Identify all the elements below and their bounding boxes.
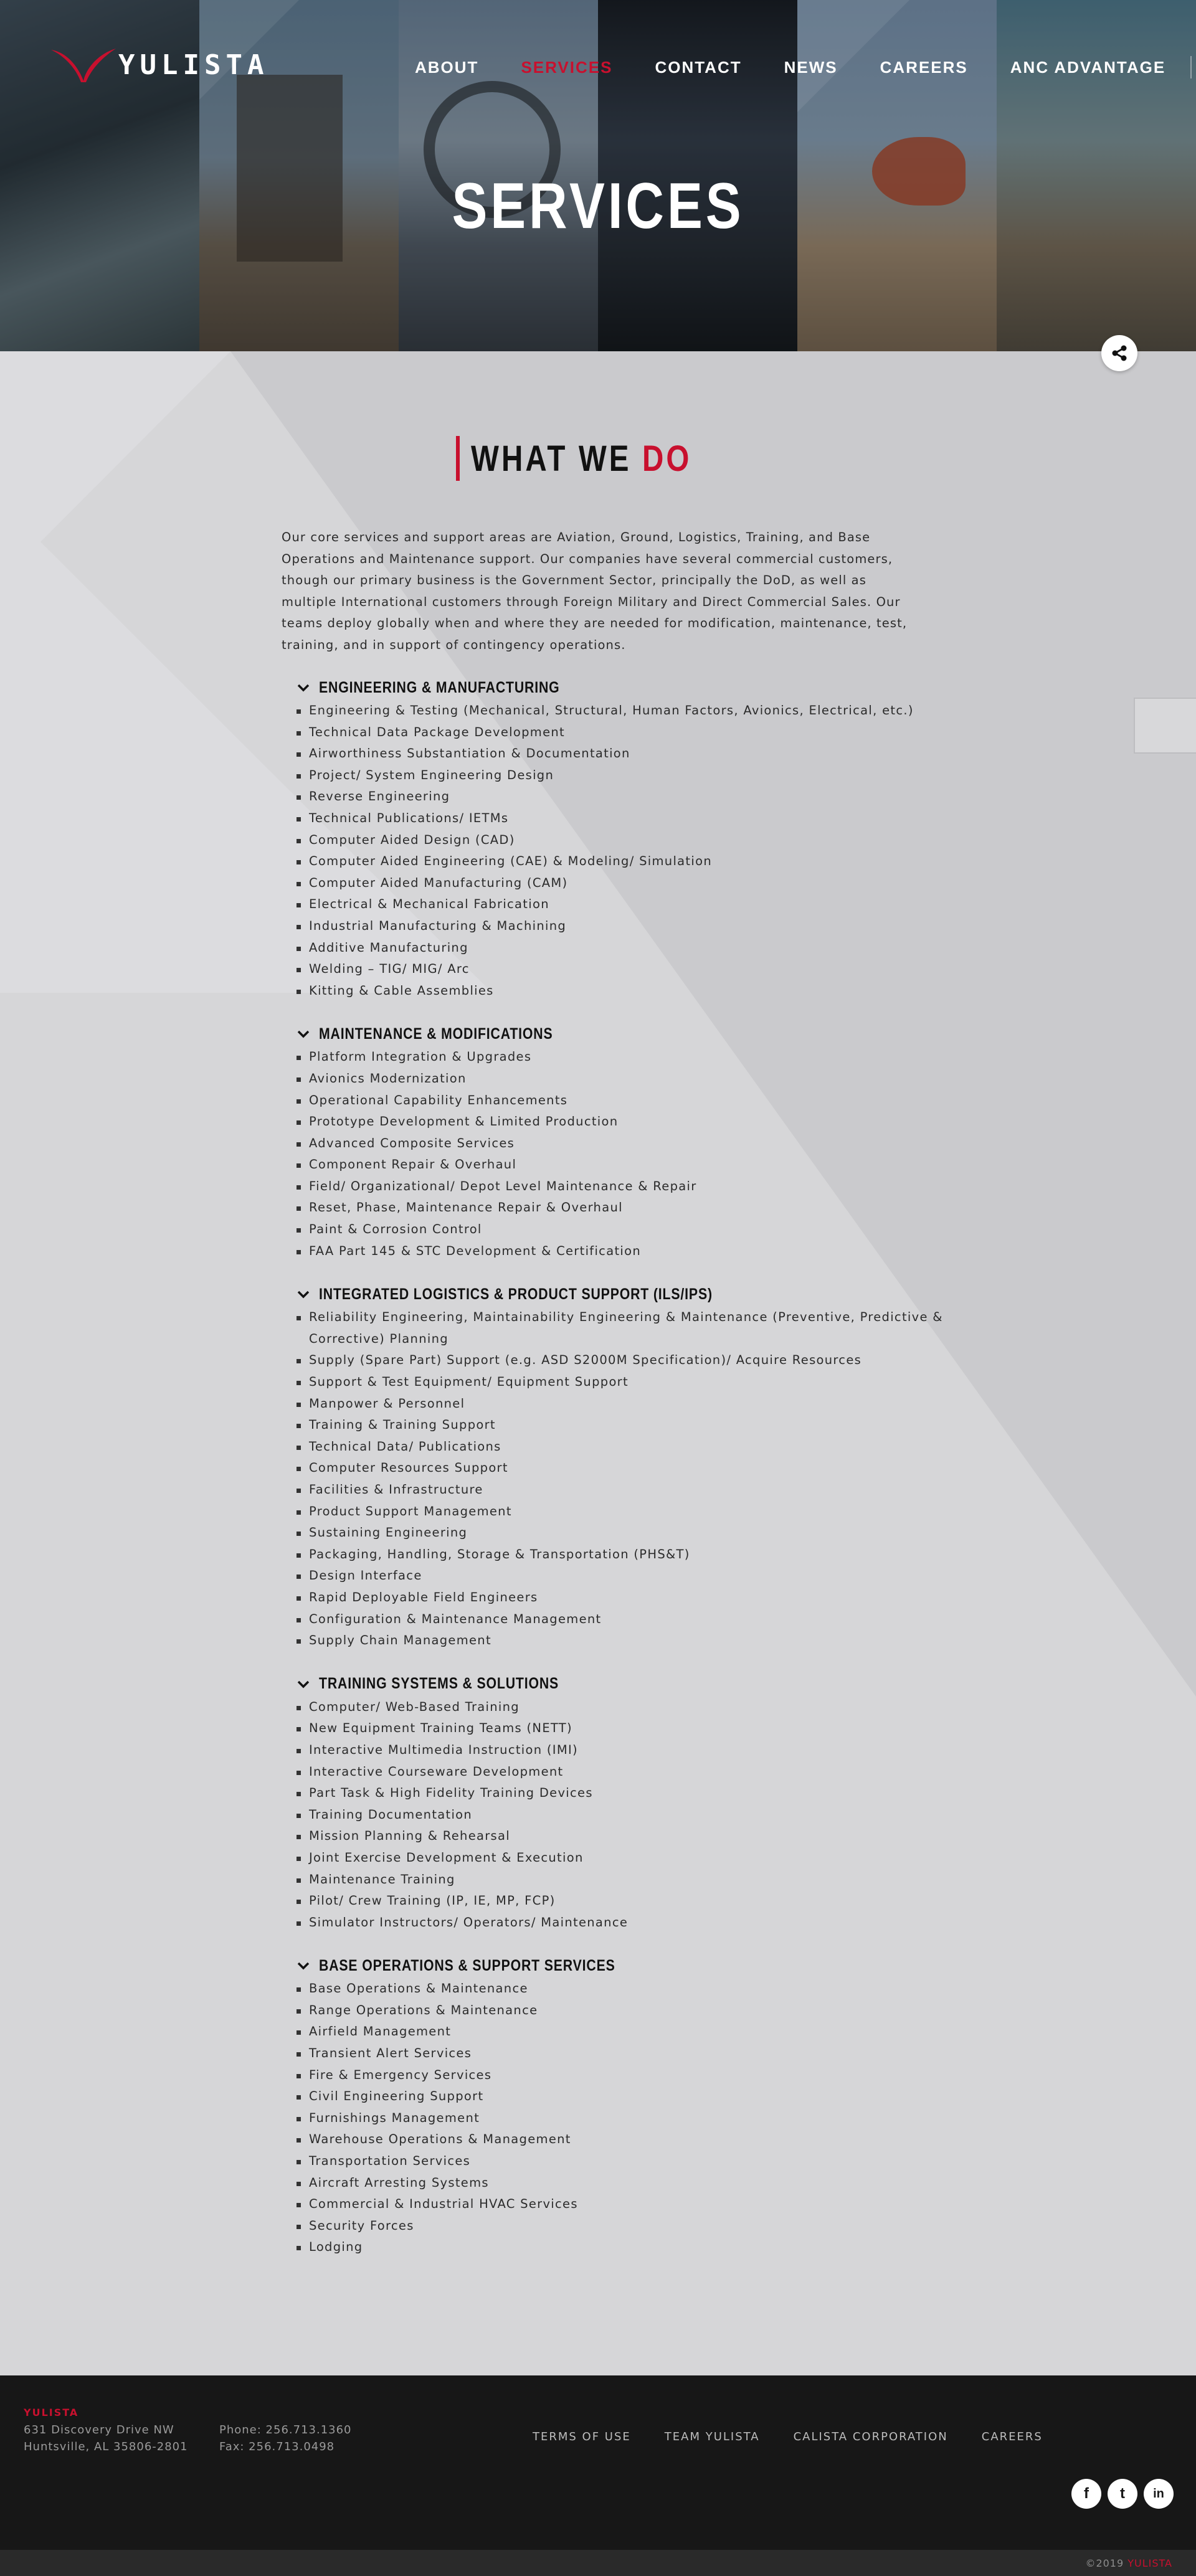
footer-address [24, 2422, 188, 2455]
footer-contact [219, 2422, 352, 2455]
footer-link-calista[interactable]: CALISTA CORPORATION [793, 2430, 948, 2443]
copyright-brand: YULISTA [1127, 2557, 1172, 2569]
main-navigation [415, 55, 1196, 80]
list-item: Airfield Management [295, 2021, 943, 2043]
list-item: Paint & Corrosion Control [295, 1219, 943, 1241]
list-item: Airworthiness Substantiation & Documentation [295, 743, 943, 765]
nav-news[interactable]: NEWS [784, 57, 838, 77]
list-item: Supply Chain Management [295, 1630, 943, 1652]
chevron-down-icon[interactable] [295, 1288, 311, 1300]
linkedin-icon[interactable]: in [1144, 2479, 1174, 2509]
footer-link-terms[interactable]: TERMS OF USE [533, 2430, 631, 2443]
heading-accent: DO [642, 438, 692, 479]
list-item: Lodging [295, 2237, 943, 2258]
list-item: Facilities & Infrastructure [295, 1479, 943, 1501]
list-item: Training Documentation [295, 1804, 943, 1826]
category-header[interactable] [295, 1673, 943, 1695]
social-links [1071, 2479, 1180, 2509]
footer-link-careers[interactable]: CAREERS [981, 2430, 1043, 2443]
category-header[interactable] [295, 676, 943, 699]
list-item: Joint Exercise Development & Execution [295, 1847, 943, 1869]
list-item: Industrial Manufacturing & Machining [295, 916, 943, 937]
list-item: Rapid Deployable Field Engineers [295, 1587, 943, 1609]
service-category [295, 1023, 943, 1262]
footer-fax: Fax: 256.713.0498 [219, 2440, 335, 2453]
list-item: Component Repair & Overhaul [295, 1154, 943, 1176]
nav-divider [1190, 56, 1192, 78]
copyright-bar [0, 2550, 1196, 2576]
list-item: Technical Data Package Development [295, 722, 943, 744]
nav-anc-advantage[interactable]: ANC ADVANTAGE [1010, 57, 1166, 77]
heading-main: WHAT WE [470, 438, 642, 479]
list-item: Engineering & Testing (Mechanical, Structural, Human Factors, Avionics, Electrical, etc.) [295, 700, 943, 722]
list-item: Technical Publications/ IETMs [295, 808, 943, 830]
list-item: Field/ Organizational/ Depot Level Maintenance & Repair [295, 1176, 943, 1198]
list-item: FAA Part 145 & STC Development & Certification [295, 1241, 943, 1262]
side-feedback-tab[interactable] [1134, 698, 1196, 754]
logo-wordmark: YULISTA [118, 49, 269, 81]
list-item: Computer Aided Engineering (CAE) & Modeling/ Simulation [295, 851, 943, 873]
category-title: MAINTENANCE & MODIFICATIONS [319, 1025, 553, 1043]
list-item: Configuration & Maintenance Management [295, 1609, 943, 1631]
list-item: Operational Capability Enhancements [295, 1090, 943, 1112]
footer-links [533, 2430, 1076, 2443]
list-item: Security Forces [295, 2215, 943, 2237]
category-title: BASE OPERATIONS & SUPPORT SERVICES [319, 1956, 615, 1974]
category-title: INTEGRATED LOGISTICS & PRODUCT SUPPORT (ILS/IPS) [319, 1285, 713, 1303]
list-item: Advanced Composite Services [295, 1133, 943, 1155]
service-categories [295, 676, 943, 2280]
list-item: Simulator Instructors/ Operators/ Maintenance [295, 1912, 943, 1934]
list-item: Range Operations & Maintenance [295, 2000, 943, 2022]
list-item: Manpower & Personnel [295, 1393, 943, 1415]
list-item: Reliability Engineering, Maintainability Engineering & Maintenance (Preventive, Predictive & Corrective) Planning [295, 1307, 943, 1350]
list-item: Part Task & High Fidelity Training Devices [295, 1783, 943, 1804]
heading-accent-bar [456, 436, 460, 481]
footer-brand: YULISTA [24, 2407, 79, 2418]
category-list [295, 1046, 943, 1262]
footer [0, 2375, 1196, 2550]
list-item: Project/ System Engineering Design [295, 765, 943, 787]
list-item: Civil Engineering Support [295, 2086, 943, 2108]
list-item: Computer Aided Manufacturing (CAM) [295, 873, 943, 894]
list-item: Maintenance Training [295, 1869, 943, 1891]
footer-phone[interactable]: Phone: 256.713.1360 [219, 2423, 352, 2436]
list-item: Training & Training Support [295, 1414, 943, 1436]
list-item: Reset, Phase, Maintenance Repair & Overhaul [295, 1197, 943, 1219]
twitter-icon[interactable]: t [1108, 2479, 1137, 2509]
list-item: Packaging, Handling, Storage & Transportation (PHS&T) [295, 1544, 943, 1566]
list-item: Fire & Emergency Services [295, 2065, 943, 2086]
chevron-down-icon[interactable] [295, 1959, 311, 1972]
footer-address-line1: 631 Discovery Drive NW [24, 2423, 174, 2436]
category-list [295, 1978, 943, 2258]
list-item: Base Operations & Maintenance [295, 1978, 943, 2000]
section-heading [0, 436, 1196, 483]
nav-services[interactable]: SERVICES [521, 57, 613, 77]
list-item: Platform Integration & Upgrades [295, 1046, 943, 1068]
list-item: Transient Alert Services [295, 2043, 943, 2065]
list-item: Electrical & Mechanical Fabrication [295, 894, 943, 916]
list-item: Support & Test Equipment/ Equipment Support [295, 1371, 943, 1393]
chevron-down-icon[interactable] [295, 1028, 311, 1040]
list-item: Mission Planning & Rehearsal [295, 1825, 943, 1847]
list-item: Welding – TIG/ MIG/ Arc [295, 959, 943, 980]
list-item: Design Interface [295, 1565, 943, 1587]
list-item: Sustaining Engineering [295, 1522, 943, 1544]
chevron-down-icon[interactable] [295, 1678, 311, 1690]
service-category [295, 676, 943, 1002]
copyright-text [1085, 2557, 1172, 2569]
list-item: Warehouse Operations & Management [295, 2129, 943, 2151]
list-item: Reverse Engineering [295, 786, 943, 808]
list-item: Pilot/ Crew Training (IP, IE, MP, FCP) [295, 1890, 943, 1912]
category-title: ENGINEERING & MANUFACTURING [319, 678, 560, 696]
footer-link-team-yulista[interactable]: TEAM YULISTA [664, 2430, 760, 2443]
list-item: Transportation Services [295, 2151, 943, 2172]
list-item: Commercial & Industrial HVAC Services [295, 2194, 943, 2215]
list-item: Computer/ Web-Based Training [295, 1697, 943, 1718]
share-button[interactable] [1101, 335, 1137, 371]
page-title: SERVICES [452, 170, 744, 242]
logo-swoosh-icon [49, 46, 118, 83]
list-item: New Equipment Training Teams (NETT) [295, 1718, 943, 1740]
category-list [295, 1697, 943, 1934]
share-icon [1110, 344, 1129, 362]
list-item: Technical Data/ Publications [295, 1436, 943, 1458]
list-item: Avionics Modernization [295, 1068, 943, 1090]
category-header[interactable] [295, 1954, 943, 1977]
list-item: Interactive Multimedia Instruction (IMI) [295, 1740, 943, 1761]
category-header[interactable] [295, 1283, 943, 1305]
list-item: Additive Manufacturing [295, 937, 943, 959]
service-category [295, 1673, 943, 1934]
category-title: TRAINING SYSTEMS & SOLUTIONS [319, 1675, 559, 1693]
category-header[interactable] [295, 1023, 943, 1045]
nav-careers[interactable]: CAREERS [880, 57, 968, 77]
nav-about[interactable]: ABOUT [415, 57, 479, 77]
list-item: Prototype Development & Limited Production [295, 1111, 943, 1133]
footer-address-line2: Huntsville, AL 35806-2801 [24, 2440, 188, 2453]
facebook-icon[interactable]: f [1071, 2479, 1101, 2509]
nav-contact[interactable]: CONTACT [655, 57, 742, 77]
list-item: Computer Resources Support [295, 1457, 943, 1479]
service-category [295, 1283, 943, 1652]
list-item: Furnishings Management [295, 2108, 943, 2129]
list-item: Product Support Management [295, 1501, 943, 1523]
copyright-prefix: ©2019 [1085, 2557, 1128, 2569]
list-item: Kitting & Cable Assemblies [295, 980, 943, 1002]
list-item: Supply (Spare Part) Support (e.g. ASD S2000M Specification)/ Acquire Resources [295, 1350, 943, 1371]
hero-banner [0, 0, 1196, 351]
category-list [295, 1307, 943, 1652]
list-item: Computer Aided Design (CAD) [295, 830, 943, 851]
intro-paragraph: Our core services and support areas are Aviation, Ground, Logistics, Training, and Base Operations and Maintenance support. Our companies have several commercial customers, though our primary business is the Government Sector, principally the DoD, as well as multiple International customers through Foreign Military and Direct Commercial Sales. Our teams deploy globally when and where they are needed for modification, maintenance, test, training, and in support of contingency operations. [282, 530, 908, 652]
list-item: Interactive Courseware Development [295, 1761, 943, 1783]
yulista-logo[interactable] [49, 46, 268, 83]
list-item: Aircraft Arresting Systems [295, 2172, 943, 2194]
category-list [295, 700, 943, 1002]
service-category [295, 1954, 943, 2258]
chevron-down-icon[interactable] [295, 681, 311, 694]
